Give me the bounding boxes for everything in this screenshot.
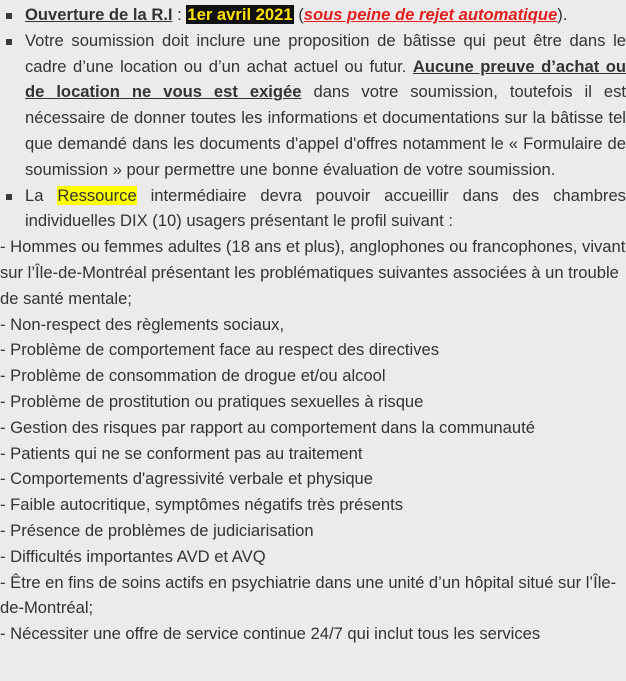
paren-open: (: [293, 5, 304, 24]
bullet-paragraph: [25, 183, 626, 235]
paragraph-text: intermédiaire devra pouvoir accueillir dans des chambres individuelles DIX (10) usagers présentant le profil suivant :: [25, 185, 626, 231]
bullet-list: [0, 2, 626, 234]
list-item: - Comportements d'agressivité verbale et physique: [0, 469, 374, 489]
opening-label: Ouverture de la R.I: [25, 5, 173, 24]
bullet-paragraph: [25, 2, 626, 28]
square-bullet-icon: [6, 194, 12, 200]
list-item: - Patients qui ne se conforment pas au traitement: [0, 443, 363, 463]
list-item: - Problème de prostitution ou pratiques sexuelles à risque: [0, 391, 424, 411]
paragraph-text: La: [25, 185, 58, 205]
bullet-opening-date: [0, 2, 626, 28]
paren-close: ).: [557, 5, 568, 24]
list-item: - Non-respect des règlements sociaux,: [0, 314, 285, 334]
rejection-warning: sous peine de rejet automatique: [303, 5, 558, 24]
square-bullet-icon: [6, 39, 12, 45]
paragraph-text: dans votre soumission, toutefois il est nécessaire de donner toutes les informations et documentations sur la bâtisse tel que demandé dans les documents d'appel d'offres notamment le « Formulaire de soumission » pour permettre une bonne évaluation de votre soumission.: [25, 82, 626, 179]
profile-list: [0, 234, 626, 647]
paragraph-text: Votre soumission doit inclure une proposition de bâtisse qui peut être dans le cadre d’une location ou d’un achat actuel ou futur.: [25, 30, 626, 76]
list-item: - Problème de consommation de drogue et/ou alcool: [0, 366, 386, 386]
list-item: - Difficultés importantes AVD et AVQ: [0, 546, 266, 566]
list-item: - Gestion des risques par rapport au comportement dans la communauté: [0, 417, 535, 437]
bullet-submission-building: [0, 28, 626, 183]
bullet-paragraph: [25, 28, 626, 183]
list-item: - Problème de comportement face au respect des directives: [0, 340, 440, 360]
square-bullet-icon: [6, 13, 12, 19]
opening-date-highlight: 1er avril 2021: [187, 5, 293, 24]
resource-highlight: Ressource: [57, 185, 137, 205]
list-item: - Être en fins de soins actifs en psychiatrie dans une unité d’un hôpital situé sur l’Île-de-Montréal;: [0, 572, 617, 618]
list-item: - Présence de problèmes de judiciarisation: [0, 520, 314, 540]
list-item: - Faible autocritique, symptômes négatifs très présents: [0, 495, 404, 515]
list-item: - Nécessiter une offre de service continue 24/7 qui inclut tous les services: [0, 624, 541, 644]
no-proof-required-emphasis: Aucune preuve d’achat ou de location ne vous est exigée: [25, 56, 626, 102]
bullet-resource-capacity: [0, 183, 626, 235]
list-item: - Hommes ou femmes adultes (18 ans et plus), anglophones ou francophones, vivant sur l’Île-de-Montréal présentant les problématiques suivantes associées à un trouble de santé mentale;: [0, 237, 626, 308]
separator-text: :: [172, 5, 187, 24]
